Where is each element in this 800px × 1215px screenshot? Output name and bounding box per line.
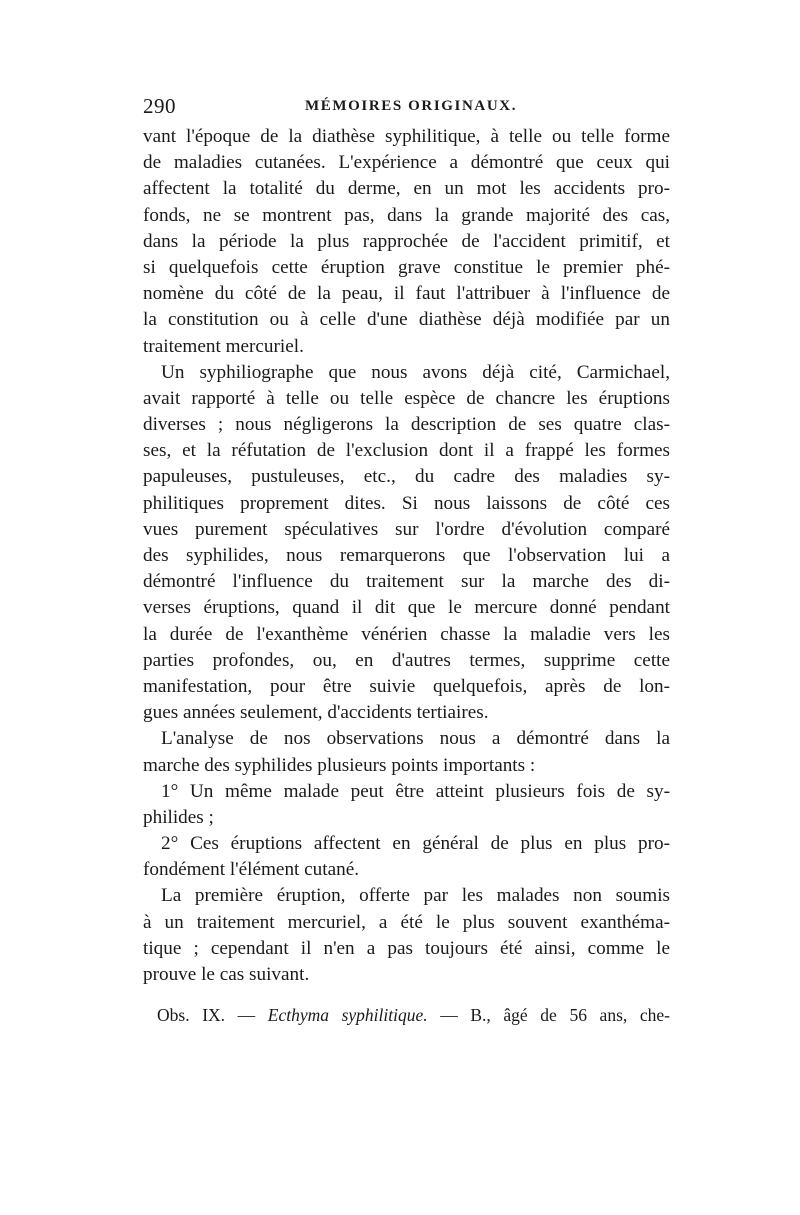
running-head: [143, 92, 670, 124]
paragraph: [143, 883, 670, 988]
text-line: si quelquefois cette éruption grave constitue le premier phé-: [143, 256, 670, 278]
text-line: verses éruptions, quand il dit que le mercure donné pendant: [143, 597, 670, 619]
text-line: tique ; cependant il n'en a pas toujours été ainsi, comme le: [143, 937, 670, 959]
text-line: la durée de l'exanthème vénérien chasse la maladie vers les: [143, 623, 670, 645]
running-title: MÉMOIRES ORIGINAUX.: [305, 98, 518, 114]
paragraph: [143, 360, 670, 727]
observation-suffix: — B., âgé de 56 ans, che-: [427, 1005, 670, 1026]
text-line: fonds, ne se montrent pas, dans la grande majorité des cas,: [143, 204, 670, 226]
text-line: papuleuses, pustuleuses, etc., du cadre des maladies sy-: [143, 466, 670, 488]
paragraph: [143, 726, 670, 778]
text-line: la constitution ou à celle d'une diathèse déjà modifiée par un: [143, 309, 670, 331]
text-line: des syphilides, nous remarquerons que l'observation lui a: [143, 545, 670, 566]
list-item: [143, 779, 670, 831]
text-line: gues années seulement, d'accidents tertiaires.: [143, 702, 489, 724]
text-line: à un traitement mercuriel, a été le plus souvent exanthéma-: [143, 911, 670, 933]
text-line: avait rapporté à telle ou telle espèce de chancre les éruptions: [143, 387, 670, 409]
text-line: marche des syphilides plusieurs points importants :: [143, 754, 536, 776]
text-line: vues purement spéculatives sur l'ordre d'évolution comparé: [143, 518, 670, 540]
book-page: [143, 92, 670, 1182]
body-text: [143, 124, 670, 1028]
text-line: parties profondes, ou, en d'autres termes, supprime cette: [143, 649, 670, 671]
observation-title: Ecthyma syphilitique.: [267, 1005, 428, 1026]
text-line: ses, et la réfutation de l'exclusion dont il a frappé les formes: [143, 440, 670, 462]
text-line: L'analyse de nos observations nous a démontré dans la: [161, 728, 670, 750]
text-line: traitement mercuriel.: [143, 335, 304, 357]
observation-prefix: Obs. IX. —: [157, 1005, 268, 1026]
observation-heading: [143, 1002, 670, 1028]
text-line: diverses ; nous négligerons la description de ses quatre clas-: [143, 414, 670, 436]
text-line: démontré l'influence du traitement sur la marche des di-: [143, 571, 670, 593]
text-line: La première éruption, offerte par les malades non soumis: [161, 885, 670, 907]
text-line: Un syphiliographe que nous avons déjà cité, Carmichael,: [161, 361, 670, 383]
text-line: prouve le cas suivant.: [143, 964, 310, 985]
text-line: philitiques proprement dites. Si nous laissons de côté ces: [143, 492, 670, 514]
page-number: 290: [143, 94, 176, 118]
text-line: vant l'époque de la diathèse syphilitique, à telle ou telle forme: [143, 126, 670, 147]
text-line: 1° Un même malade peut être atteint plusieurs fois de sy-: [161, 780, 670, 802]
list-item: [143, 831, 670, 883]
text-line: 2° Ces éruptions affectent en général de plus en plus pro-: [161, 833, 670, 855]
text-line: fondément l'élément cutané.: [143, 859, 360, 881]
text-line: manifestation, pour être suivie quelquefois, après de lon-: [143, 675, 670, 697]
text-line: de maladies cutanées. L'expérience a démontré que ceux qui: [143, 152, 670, 174]
paragraph: [143, 124, 670, 360]
text-line: philides ;: [143, 806, 214, 828]
text-line: dans la période la plus rapprochée de l'accident primitif, et: [143, 230, 670, 252]
text-line: affectent la totalité du derme, en un mot les accidents pro-: [143, 178, 670, 200]
text-line: nomène du côté de la peau, il faut l'attribuer à l'influence de: [143, 283, 670, 305]
